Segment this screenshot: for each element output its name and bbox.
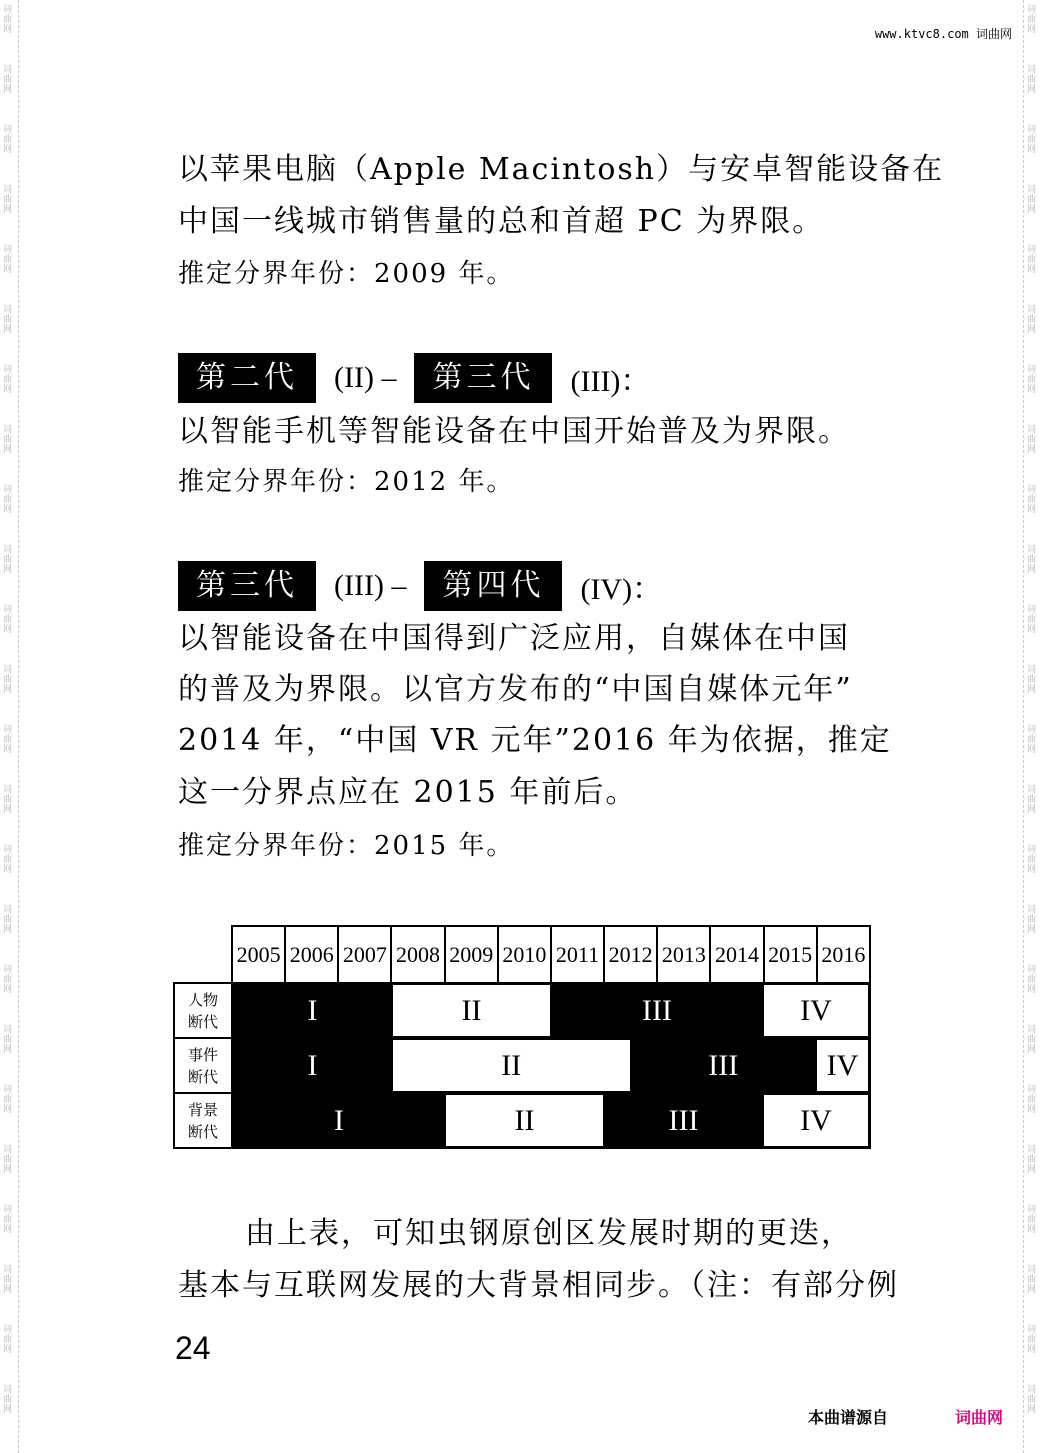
margin-watermark-text: 词曲网 xyxy=(3,965,13,995)
margin-watermark-text: 词曲网 xyxy=(1027,725,1037,755)
gen1-line1: 以苹果电脑（Apple Macintosh）与安卓智能设备在 xyxy=(178,152,945,187)
year-2012: 2012 xyxy=(604,926,657,983)
timeline-body xyxy=(174,983,870,1148)
margin-watermark-text: 词曲网 xyxy=(3,785,13,815)
row-label-line1: 背景 xyxy=(187,1100,218,1119)
timeline-segment-strip xyxy=(232,1038,870,1093)
row-label-line2: 断代 xyxy=(187,1012,218,1031)
margin-watermark-text: 词曲网 xyxy=(3,725,13,755)
segment-strip-inner xyxy=(233,984,869,1037)
margin-watermark-text: 词曲网 xyxy=(1027,905,1037,935)
margin-watermark-text: 词曲网 xyxy=(1027,125,1037,155)
gen3-badge-from: 第三代 xyxy=(178,561,316,611)
margin-watermark-text: 词曲网 xyxy=(3,1145,13,1175)
margin-watermark-text: 词曲网 xyxy=(3,485,13,515)
table-corner xyxy=(174,926,232,983)
margin-watermark-text: 词曲网 xyxy=(3,1325,13,1355)
right-margin-watermark xyxy=(1023,0,1042,1453)
margin-watermark-text: 词曲网 xyxy=(3,185,13,215)
margin-watermark-text: 词曲网 xyxy=(3,605,13,635)
margin-watermark-text: 词曲网 xyxy=(1027,425,1037,455)
margin-watermark-text: 词曲网 xyxy=(3,665,13,695)
footer-brand-link[interactable]: 词曲网 xyxy=(955,1408,1004,1427)
margin-watermark-text: 词曲网 xyxy=(3,1385,13,1415)
margin-watermark-text: 词曲网 xyxy=(1027,1145,1037,1175)
margin-watermark-text: 词曲网 xyxy=(3,845,13,875)
margin-watermark-text: 词曲网 xyxy=(1027,65,1037,95)
year-2015: 2015 xyxy=(764,926,817,983)
segment-strip-inner xyxy=(233,1094,869,1147)
gen3-line2: 的普及为界限。以官方发布的“中国自媒体元年” xyxy=(178,672,853,707)
timeline-row-label xyxy=(174,1093,232,1148)
gen2-badge-to: 第三代 xyxy=(414,353,552,403)
gen3-heading xyxy=(178,561,680,611)
generation-segment: I xyxy=(233,1039,392,1092)
gen2-line1: 以智能手机等智能设备在中国开始普及为界限。 xyxy=(178,414,850,449)
margin-watermark-text: 词曲网 xyxy=(1027,785,1037,815)
year-2005: 2005 xyxy=(232,926,285,983)
margin-watermark-text: 词曲网 xyxy=(1027,845,1037,875)
margin-watermark-text: 词曲网 xyxy=(1027,245,1037,275)
row-label-line2: 断代 xyxy=(187,1122,218,1141)
year-2007: 2007 xyxy=(338,926,391,983)
site-url[interactable]: www.ktvc8.com 词曲网 xyxy=(874,27,1012,41)
margin-watermark-text: 词曲网 xyxy=(3,1265,13,1295)
generation-segment: II xyxy=(392,1039,631,1092)
margin-watermark-text: 词曲网 xyxy=(1027,1385,1037,1415)
timeline-row-label xyxy=(174,1038,232,1093)
margin-watermark-text: 词曲网 xyxy=(3,1205,13,1235)
timeline-row xyxy=(174,1093,870,1148)
generation-segment: III xyxy=(551,984,763,1037)
margin-watermark-text: 词曲网 xyxy=(3,305,13,335)
generation-segment: I xyxy=(233,1094,445,1147)
conclusion-line2: 基本与互联网发展的大背景相同步。（注：有部分例 xyxy=(178,1268,899,1303)
margin-watermark-text: 词曲网 xyxy=(1027,1025,1037,1055)
margin-watermark-text: 词曲网 xyxy=(3,125,13,155)
margin-watermark-text: 词曲网 xyxy=(3,365,13,395)
gen3-roman-from: (III) – xyxy=(334,569,407,602)
margin-watermark-text: 词曲网 xyxy=(1027,485,1037,515)
gen3-line1: 以智能设备在中国得到广泛应用，自媒体在中国 xyxy=(178,621,850,656)
margin-watermark-text: 词曲网 xyxy=(1027,5,1037,35)
margin-watermark-text: 词曲网 xyxy=(1027,1325,1037,1355)
margin-watermark-text: 词曲网 xyxy=(3,245,13,275)
gen2-year: 推定分界年份：2012 年。 xyxy=(178,467,515,497)
year-2010: 2010 xyxy=(498,926,551,983)
margin-watermark-text: 词曲网 xyxy=(1027,1265,1037,1295)
margin-watermark-text: 词曲网 xyxy=(3,545,13,575)
gen2-roman-to: (III)： xyxy=(570,365,651,398)
generation-segment: I xyxy=(233,984,392,1037)
margin-watermark-text: 词曲网 xyxy=(1027,305,1037,335)
row-label-line1: 事件 xyxy=(187,1045,218,1064)
gen2-roman-from: (II) – xyxy=(334,361,397,394)
margin-watermark-text: 词曲网 xyxy=(1027,1085,1037,1115)
gen3-year: 推定分界年份：2015 年。 xyxy=(178,831,515,861)
generation-segment: IV xyxy=(763,984,869,1037)
gen3-line4: 这一分界点应在 2015 年前后。 xyxy=(178,775,638,810)
page-number: 24 xyxy=(175,1330,211,1366)
margin-watermark-text: 词曲网 xyxy=(1027,545,1037,575)
generation-segment: III xyxy=(604,1094,763,1147)
gen3-line3: 2014 年，“中国 VR 元年”2016 年为依据，推定 xyxy=(178,723,892,758)
left-margin-watermark xyxy=(0,0,19,1453)
timeline-row xyxy=(174,1038,870,1093)
generation-timeline-table xyxy=(173,925,871,1149)
timeline-row xyxy=(174,983,870,1038)
timeline-segment-strip xyxy=(232,983,870,1038)
gen1-year: 推定分界年份：2009 年。 xyxy=(178,259,515,289)
margin-watermark-text: 词曲网 xyxy=(1027,185,1037,215)
margin-watermark-text: 词曲网 xyxy=(1027,965,1037,995)
row-label-line2: 断代 xyxy=(187,1067,218,1086)
footer-source-label: 本曲谱源自 xyxy=(808,1408,889,1427)
margin-watermark-text: 词曲网 xyxy=(1027,1205,1037,1235)
margin-watermark-text: 词曲网 xyxy=(1027,665,1037,695)
year-2011: 2011 xyxy=(551,926,604,983)
segment-strip-inner xyxy=(233,1039,869,1092)
conclusion-line1: 由上表，可知虫钢原创区发展时期的更迭， xyxy=(245,1216,853,1251)
year-2006: 2006 xyxy=(285,926,338,983)
row-label-line1: 人物 xyxy=(187,990,218,1009)
generation-segment: IV xyxy=(763,1094,869,1147)
generation-segment: III xyxy=(631,1039,817,1092)
year-2014: 2014 xyxy=(710,926,763,983)
generation-segment: II xyxy=(392,984,551,1037)
year-2016: 2016 xyxy=(817,926,870,983)
timeline-segment-strip xyxy=(232,1093,870,1148)
margin-watermark-text: 词曲网 xyxy=(3,1025,13,1055)
year-2008: 2008 xyxy=(391,926,444,983)
margin-watermark-text: 词曲网 xyxy=(1027,605,1037,635)
gen2-badge-from: 第二代 xyxy=(178,353,316,403)
margin-watermark-text: 词曲网 xyxy=(3,905,13,935)
margin-watermark-text: 词曲网 xyxy=(3,65,13,95)
margin-watermark-text: 词曲网 xyxy=(3,425,13,455)
generation-segment: II xyxy=(445,1094,604,1147)
gen3-badge-to: 第四代 xyxy=(424,561,562,611)
margin-watermark-text: 词曲网 xyxy=(3,1085,13,1115)
gen1-line2: 中国一线城市销售量的总和首超 PC 为界限。 xyxy=(178,204,825,239)
year-header-row xyxy=(174,926,870,983)
gen2-heading xyxy=(178,353,668,403)
year-2009: 2009 xyxy=(445,926,498,983)
generation-segment: IV xyxy=(816,1039,869,1092)
gen3-roman-to: (IV)： xyxy=(580,573,663,606)
timeline-row-label xyxy=(174,983,232,1038)
year-2013: 2013 xyxy=(657,926,710,983)
margin-watermark-text: 词曲网 xyxy=(3,5,13,35)
margin-watermark-text: 词曲网 xyxy=(1027,365,1037,395)
